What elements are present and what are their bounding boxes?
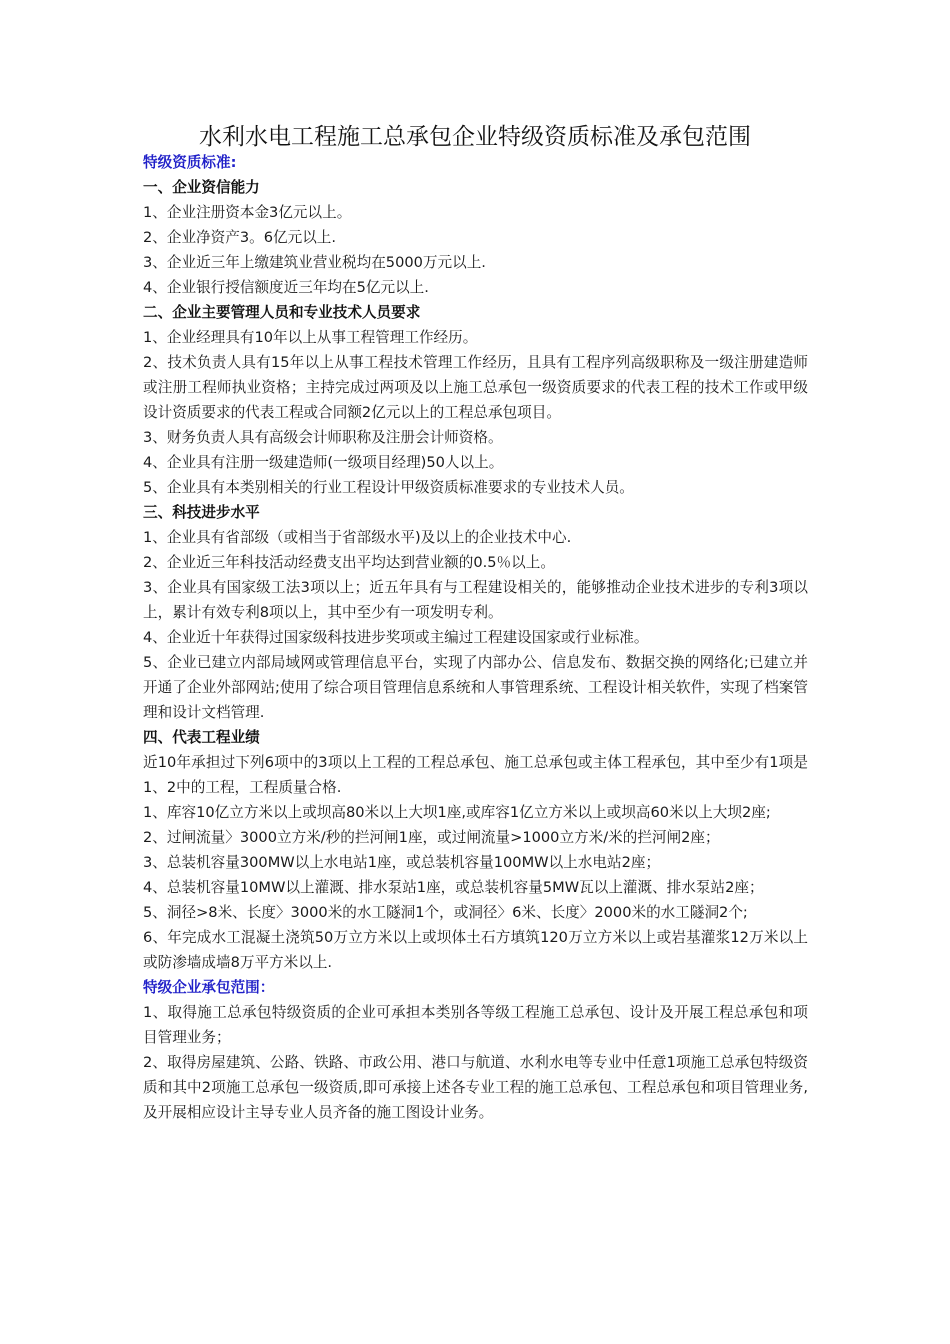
paragraph: 1、企业经理具有10年以上从事工程管理工作经历。: [143, 329, 478, 346]
paragraph: 4、企业具有注册一级建造师(一级项目经理)50人以上。: [143, 454, 504, 471]
paragraph: 5、企业具有本类别相关的行业工程设计甲级资质标准要求的专业技术人员。: [143, 479, 634, 496]
paragraph: 6、年完成水工混凝土浇筑50万立方米以上或坝体土石方填筑120万立方米以上或岩基灌浆12万米以上或防渗墙成墙8万平方米以上.: [143, 929, 808, 971]
paragraph: 1、取得施工总承包特级资质的企业可承担本类别各等级工程施工总承包、设计及开展工程总承包和项目管理业务；: [143, 1004, 808, 1046]
section-heading: 三、科技进步水平: [143, 504, 260, 521]
paragraph: 3、企业具有国家级工法3项以上；近五年具有与工程建设相关的，能够推动企业技术进步的专利3项以上，累计有效专利8项以上，其中至少有一项发明专利。: [143, 579, 808, 621]
paragraph: 2、取得房屋建筑、公路、铁路、市政公用、港口与航道、水利水电等专业中任意1项施工总承包特级资质和其中2项施工总承包一级资质,即可承接上述各专业工程的施工总承包、工程总承包和项目管理业务,及开展相应设计主导专业人员齐备的施工图设计业务。: [143, 1054, 808, 1121]
document-body: [143, 150, 808, 1125]
paragraph: 2、技术负责人具有15年以上从事工程技术管理工作经历，且具有工程序列高级职称及一级注册建造师或注册工程师执业资格；主持完成过两项及以上施工总承包一级资质要求的代表工程的技术工作或甲级设计资质要求的代表工程或合同额2亿元以上的工程总承包项目。: [143, 354, 808, 421]
standard-heading: 特级资质标准:: [143, 154, 237, 171]
paragraph: 4、企业近十年获得过国家级科技进步奖项或主编过工程建设国家或行业标准。: [143, 629, 649, 646]
paragraph: 3、总装机容量300MW以上水电站1座，或总装机容量100MW以上水电站2座；: [143, 854, 661, 871]
paragraph: 2、企业净资产3。6亿元以上.: [143, 229, 337, 246]
paragraph: 5、企业已建立内部局域网或管理信息平台，实现了内部办公、信息发布、数据交换的网络化;已建立并开通了企业外部网站;使用了综合项目管理信息系统和人事管理系统、工程设计相关软件，实现了档案管理和设计文档管理.: [143, 654, 808, 721]
scope-heading: 特级企业承包范围：: [143, 979, 275, 996]
paragraph: 4、总装机容量10MW以上灌溉、排水泵站1座，或总装机容量5MW瓦以上灌溉、排水泵站2座；: [143, 879, 764, 896]
section-heading: 二、企业主要管理人员和专业技术人员要求: [143, 304, 421, 321]
paragraph: 5、洞径>8米、长度〉3000米的水工隧洞1个，或洞径〉6米、长度〉2000米的水工隧洞2个;: [143, 904, 748, 921]
paragraph: 4、企业银行授信额度近三年均在5亿元以上.: [143, 279, 429, 296]
paragraph: 2、企业近三年科技活动经费支出平均达到营业额的0.5％以上。: [143, 554, 555, 571]
section-heading: 四、代表工程业绩: [143, 729, 260, 746]
paragraph: 1、企业具有省部级（或相当于省部级水平)及以上的企业技术中心.: [143, 529, 572, 546]
paragraph: 1、企业注册资本金3亿元以上。: [143, 204, 352, 221]
paragraph: 2、过闸流量〉3000立方米/秒的拦河闸1座，或过闸流量>1000立方米/米的拦河闸2座；: [143, 829, 720, 846]
section-heading: 一、企业资信能力: [143, 179, 260, 196]
paragraph: 1、库容10亿立方米以上或坝高80米以上大坝1座,或库容1亿立方米以上或坝高60米以上大坝2座;: [143, 804, 771, 821]
paragraph: 3、企业近三年上缴建筑业营业税均在5000万元以上.: [143, 254, 486, 271]
document-title: 水利水电工程施工总承包企业特级资质标准及承包范围: [199, 124, 751, 150]
paragraph: 3、财务负责人具有高级会计师职称及注册会计师资格。: [143, 429, 503, 446]
paragraph: 近10年承担过下列6项中的3项以上工程的工程总承包、施工总承包或主体工程承包，其中至少有1项是1、2中的工程，工程质量合格.: [143, 754, 808, 796]
